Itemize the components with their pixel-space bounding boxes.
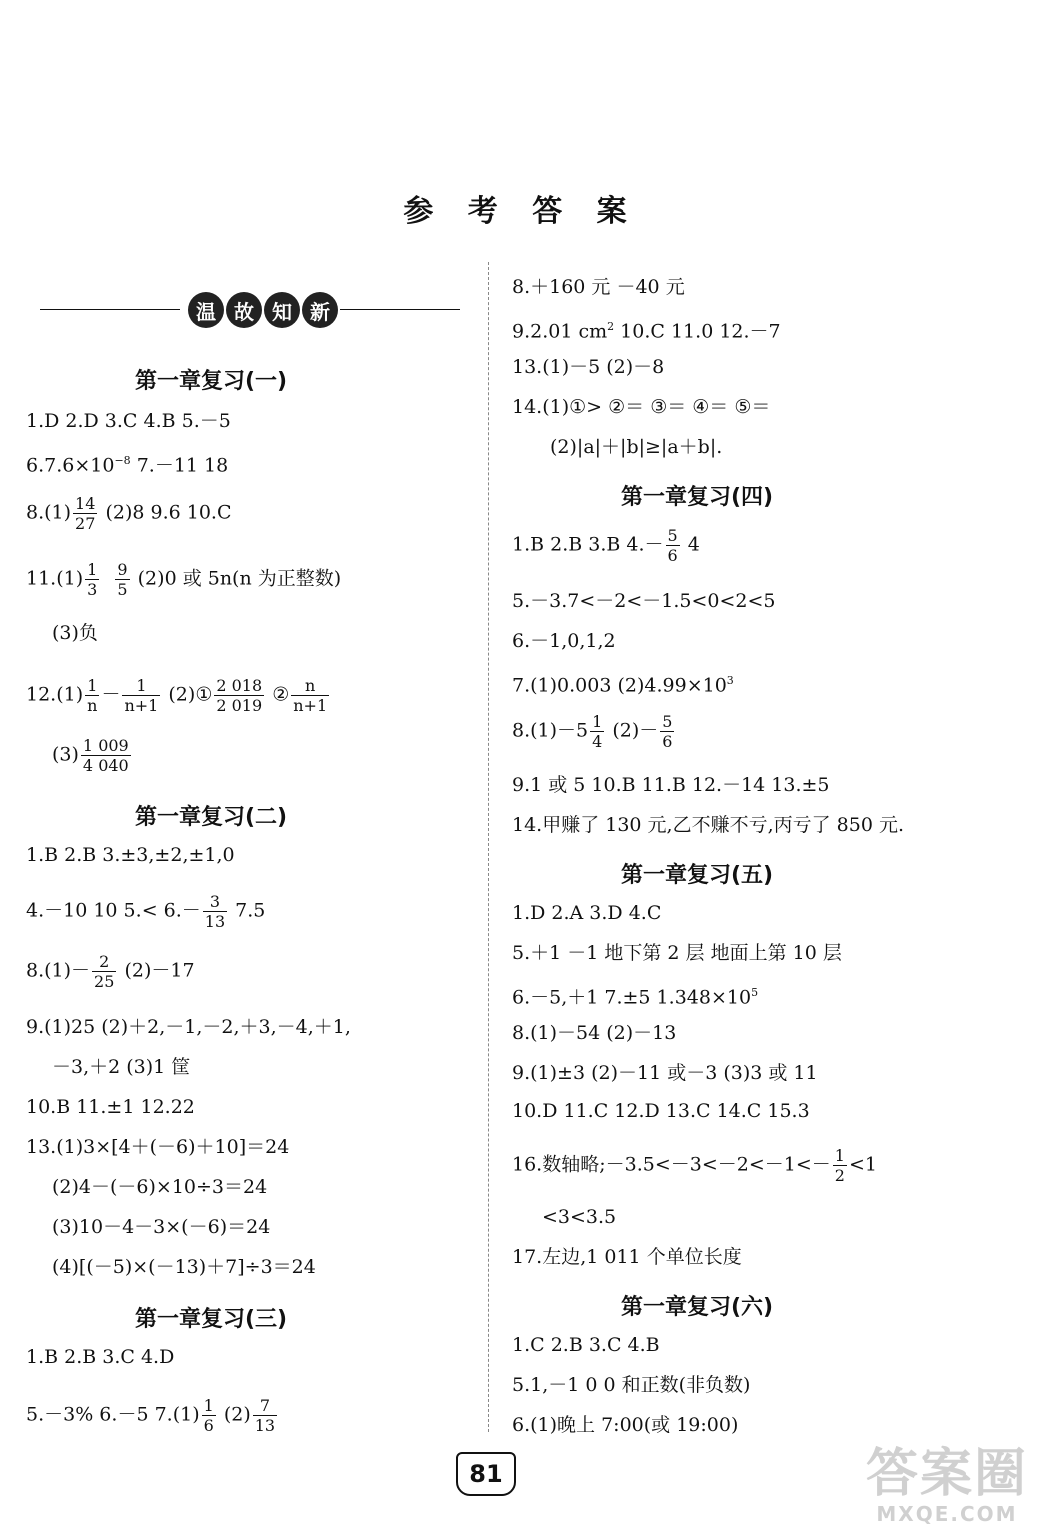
answer-line: 8.(1)－ $\frac{2}{25}$ (2)－17: [26, 952, 195, 991]
section-heading: 第一章复习(三): [134, 1307, 288, 1332]
answer-line: 8.(1)－54 (2)－13: [512, 1022, 677, 1044]
answer-line: 5.1,－1 0 0 和正数(非负数): [512, 1374, 751, 1396]
answer-line: 9.(1)25 (2)＋2,－1,－2,＋3,－4,＋1,: [26, 1016, 351, 1038]
answer-line: (2)|a|＋|b|≥|a＋b|.: [550, 436, 723, 458]
section-banner: [40, 290, 460, 330]
fraction: $\frac{1}{4}$: [592, 712, 603, 751]
fraction: $\frac{1}{2}$: [834, 1146, 845, 1185]
fraction: $\frac{3}{13}$: [204, 892, 226, 931]
answer-line: 14.(1)①> ②＝ ③＝ ④＝ ⑤＝: [512, 396, 771, 418]
fraction: $\frac{5}{6}$: [662, 712, 673, 751]
answer-line: 5.－3.7<－2<－1.5<0<2<5: [512, 590, 776, 612]
answer-line: 10.D 11.C 12.D 13.C 14.C 15.3: [512, 1100, 810, 1122]
section-heading: 第一章复习(一): [134, 369, 288, 394]
answer-line: 10.B 11.±1 12.22: [26, 1096, 195, 1118]
answer-line: 8.(1)－5 $\frac{1}{4}$ (2)－ $\frac{5}{6}$: [512, 712, 673, 751]
answer-line: (4)[(－5)×(－13)＋7]÷3＝24: [52, 1256, 316, 1278]
answer-line: 6.(1)晚上 7:00(或 19:00): [512, 1414, 739, 1436]
banner-rule-right: [340, 309, 460, 310]
fraction: $\frac{n}{n+1}$: [293, 676, 328, 715]
answer-line: 16.数轴略;－3.5<－3<－2<－1<－ $\frac{1}{2}$ <1: [512, 1146, 877, 1185]
fraction: $\frac{7}{13}$: [254, 1396, 276, 1435]
fraction: $\frac{1}{n}$: [87, 676, 98, 715]
answer-line: (3)负: [52, 622, 98, 644]
answer-line: 1.B 2.B 3.C 4.D: [26, 1346, 175, 1368]
fraction: $\frac{1}{n+1}$: [124, 676, 159, 715]
answer-line: 7.(1)0.003 $(2)4.99\times 10^3$: [512, 674, 734, 697]
answer-line: 13.(1)－5 (2)－8: [512, 356, 665, 378]
answer-line: 5.＋1 －1 地下第 2 层 地面上第 10 层: [512, 942, 842, 964]
answer-line: 4.－10 10 5.< 6.－ $\frac{3}{13}$ 7.5: [26, 892, 266, 931]
answer-line: 1.C 2.B 3.C 4.B: [512, 1334, 660, 1356]
banner-char: 新: [302, 292, 338, 328]
page-title: 参 考 答 案: [403, 194, 639, 229]
answer-line: 1.D 2.D 3.C 4.B 5.－5: [26, 410, 231, 432]
answer-line: (2)4－(－6)×10÷3＝24: [52, 1176, 268, 1198]
answer-line: (3) $\frac{1 009}{4 040}$: [52, 736, 129, 775]
section-heading: 第一章复习(六): [620, 1295, 774, 1320]
answer-line: 9.2.01 $cm^2$ 10.C 11.0 12.－7: [512, 320, 781, 343]
answer-line: 6.－5,＋1 7.±5 $1.348\times 10^5$: [512, 986, 759, 1009]
fraction: $\frac{9}{5}$: [117, 560, 128, 599]
fraction: $\frac{14}{27}$: [75, 494, 96, 533]
answer-line: $6.7.6\times 10^{-8}$ 7.－11 18: [26, 454, 229, 477]
answer-line: 9.1 或 5 10.B 11.B 12.－14 13.±5: [512, 774, 830, 796]
answer-line: 17.左边,1 011 个单位长度: [512, 1246, 742, 1268]
banner-char: 温: [188, 292, 224, 328]
watermark: 答案圈 MXQE.COM: [865, 1444, 1028, 1526]
fraction: $\frac{1 009}{4 040}$: [82, 736, 129, 775]
answer-line: 1.B 2.B 3.±3,±2,±1,0: [26, 844, 235, 866]
section-heading: 第一章复习(二): [134, 805, 288, 830]
answer-line: 9.(1)±3 (2)－11 或－3 (3)3 或 11: [512, 1062, 818, 1084]
answer-line: 8.(1) $\frac{14}{27}$ (2)8 9.6 10.C: [26, 494, 232, 533]
answer-line: 12.(1) $\frac{1}{n}$ － $\frac{1}{n+1}$ (2)① $\frac{2 018}{2 019}$ ② $\frac{n}{n+1}$: [26, 676, 328, 715]
page-number: 81: [456, 1452, 516, 1496]
answer-line: 8.＋160 元 －40 元: [512, 276, 685, 298]
answer-line: 6.－1,0,1,2: [512, 630, 616, 652]
fraction: $\frac{2 018}{2 019}$: [216, 676, 263, 715]
fraction: $\frac{1}{6}$: [203, 1396, 214, 1435]
answer-line: 14.甲赚了 130 元,乙不赚不亏,丙亏了 850 元.: [512, 814, 905, 836]
answer-line: (3)10－4－3×(－6)＝24: [52, 1216, 271, 1238]
fraction: $\frac{2}{25}$: [94, 952, 115, 991]
answer-line: 11.(1) $\frac{1}{3}$ $\frac{9}{5}$ (2)0 或 5n(n 为正整数): [26, 560, 342, 599]
answer-line: －3,＋2 (3)1 筐: [52, 1056, 191, 1078]
section-heading: 第一章复习(五): [620, 863, 774, 888]
answer-line: 13.(1)3×[4＋(－6)＋10]＝24: [26, 1136, 290, 1158]
section-heading: 第一章复习(四): [620, 485, 774, 510]
answer-line: 1.D 2.A 3.D 4.C: [512, 902, 662, 924]
banner-char: 故: [226, 292, 262, 328]
column-divider: [488, 262, 489, 1432]
answer-line: 5.－3% 6.－5 7.(1) $\frac{1}{6}$ (2) $\frac{7}{13}$: [26, 1396, 276, 1435]
answer-line: 1.B 2.B 3.B 4.－ $\frac{5}{6}$ 4: [512, 526, 700, 565]
fraction: $\frac{1}{3}$: [87, 560, 98, 599]
fraction: $\frac{5}{6}$: [667, 526, 678, 565]
banner-rule-left: [40, 309, 180, 310]
banner-char: 知: [264, 292, 300, 328]
answer-line: <3<3.5: [542, 1206, 617, 1228]
